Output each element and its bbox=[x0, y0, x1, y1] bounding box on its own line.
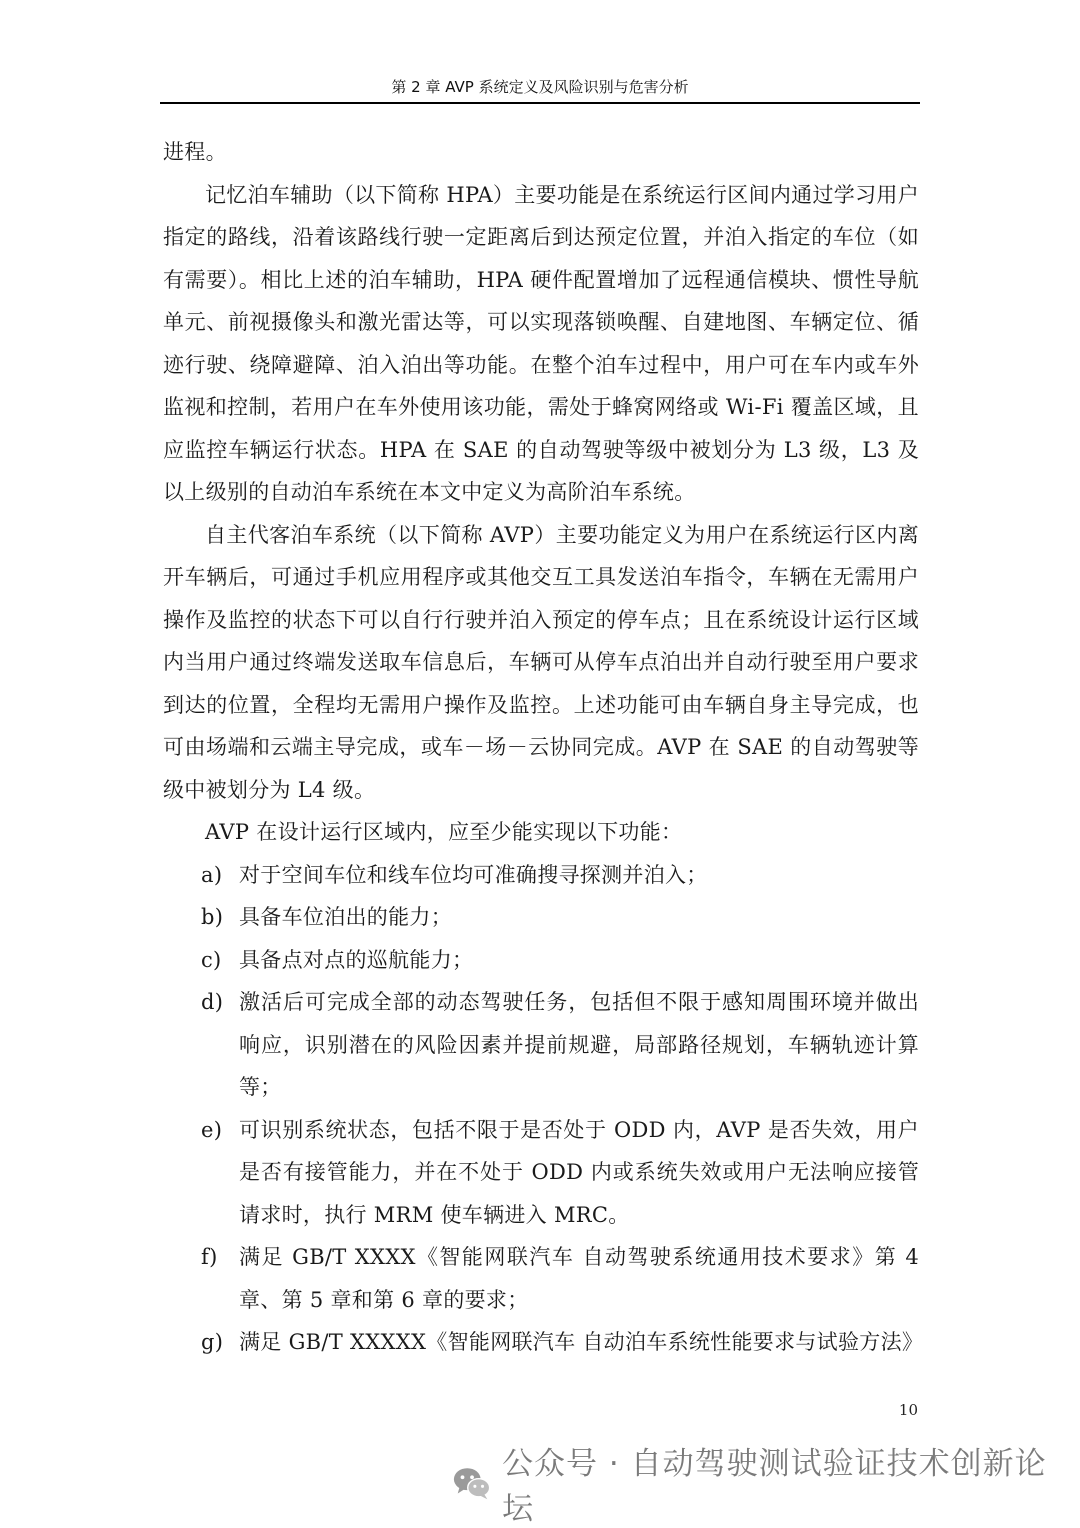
list-item bbox=[163, 854, 919, 897]
chapter-title: 第 2 章 AVP 系统定义及风险识别与危害分析 bbox=[391, 78, 689, 96]
list-text: 具备车位泊出的能力； bbox=[239, 905, 452, 929]
paragraph-hpa: 记忆泊车辅助（以下简称 HPA）主要功能是在系统运行区间内通过学习用户指定的路线，沿着该路线行驶一定距离后到达预定位置，并泊入指定的车位（如有需要）。相比上述的泊车辅助，HPA 硬件配置增加了远程通信模块、惯性导航单元、前视摄像头和激光雷达等，可以实现落锁唤醒、自建地图、车辆定位、循迹行驶、绕障避障、泊入泊出等功能。在整个泊车过程中，用户可在车内或车外监视和控制，若用户在车外使用该功能，需处于蜂窝网络或 Wi-Fi 覆盖区域，且应监控车辆运行状态。HPA 在 SAE 的自动驾驶等级中被划分为 L3 级，L3 及以上级别的自动泊车系统在本文中定义为高阶泊车系统。 bbox=[163, 182, 919, 504]
list-item bbox=[163, 981, 919, 1109]
paragraph-functions-intro: AVP 在设计运行区域内，应至少能实现以下功能： bbox=[205, 820, 683, 844]
page-content bbox=[163, 131, 924, 1364]
page-number: 10 bbox=[898, 1401, 918, 1419]
paragraph-avp: 自主代客泊车系统（以下简称 AVP）主要功能定义为用户在系统运行区内离开车辆后，可通过手机应用程序或其他交互工具发送泊车指令，车辆在无需用户操作及监控的状态下可以自行行驶并泊入预定的停车点；且在系统设计运行区域内当用户通过终端发送取车信息后，车辆可从停车点泊出并自动行驶至用户要求到达的位置，全程均无需用户操作及监控。上述功能可由车辆自身主导完成，也可由场端和云端主导完成，或车－场－云协同完成。AVP 在 SAE 的自动驾驶等级中被划分为 L4 级。 bbox=[163, 522, 919, 802]
list-text: 对于空间车位和线车位均可准确搜寻探测并泊入； bbox=[239, 862, 708, 887]
list-item bbox=[163, 896, 919, 939]
list-marker: a) bbox=[201, 862, 223, 887]
list-marker: g) bbox=[201, 1330, 224, 1354]
list-text: 满足 GB/T XXXX《智能网联汽车 自动驾驶系统通用技术要求》第 4 章、第 5 章和第 6 章的要求； bbox=[239, 1245, 919, 1312]
page-header bbox=[160, 74, 920, 104]
watermark bbox=[452, 1446, 1052, 1527]
list-text: 具备点对点的巡航能力； bbox=[239, 947, 474, 972]
list-item bbox=[163, 1321, 924, 1364]
list-text: 可识别系统状态，包括不限于是否处于 ODD 内，AVP 是否失效，用户是否有接管能力，并在不处于 ODD 内或系统失效或用户无法响应接管请求时，执行 MRM 使车辆进入 MRC。 bbox=[239, 1117, 919, 1227]
list-item bbox=[163, 1109, 919, 1237]
list-marker: c) bbox=[201, 947, 222, 972]
wechat-icon bbox=[452, 1465, 492, 1501]
list-text: 激活后可完成全部的动态驾驶任务，包括但不限于感知周围环境并做出响应，识别潜在的风险因素并提前规避，局部路径规划，车辆轨迹计算等； bbox=[239, 990, 919, 1099]
watermark-text: 公众号 · 自动驾驶测试验证技术创新论坛 bbox=[502, 1446, 1047, 1527]
list-marker: e) bbox=[201, 1117, 223, 1142]
list-marker: b) bbox=[201, 905, 224, 929]
list-item bbox=[163, 939, 919, 982]
list-marker: d) bbox=[201, 990, 224, 1014]
paragraph-continuation: 进程。 bbox=[163, 140, 227, 164]
list-item bbox=[163, 1236, 919, 1321]
list-marker: f) bbox=[201, 1245, 218, 1269]
function-list bbox=[163, 854, 924, 1364]
list-text: 满足 GB/T XXXXX《智能网联汽车 自动泊车系统性能要求与试验方法》 bbox=[239, 1330, 924, 1354]
